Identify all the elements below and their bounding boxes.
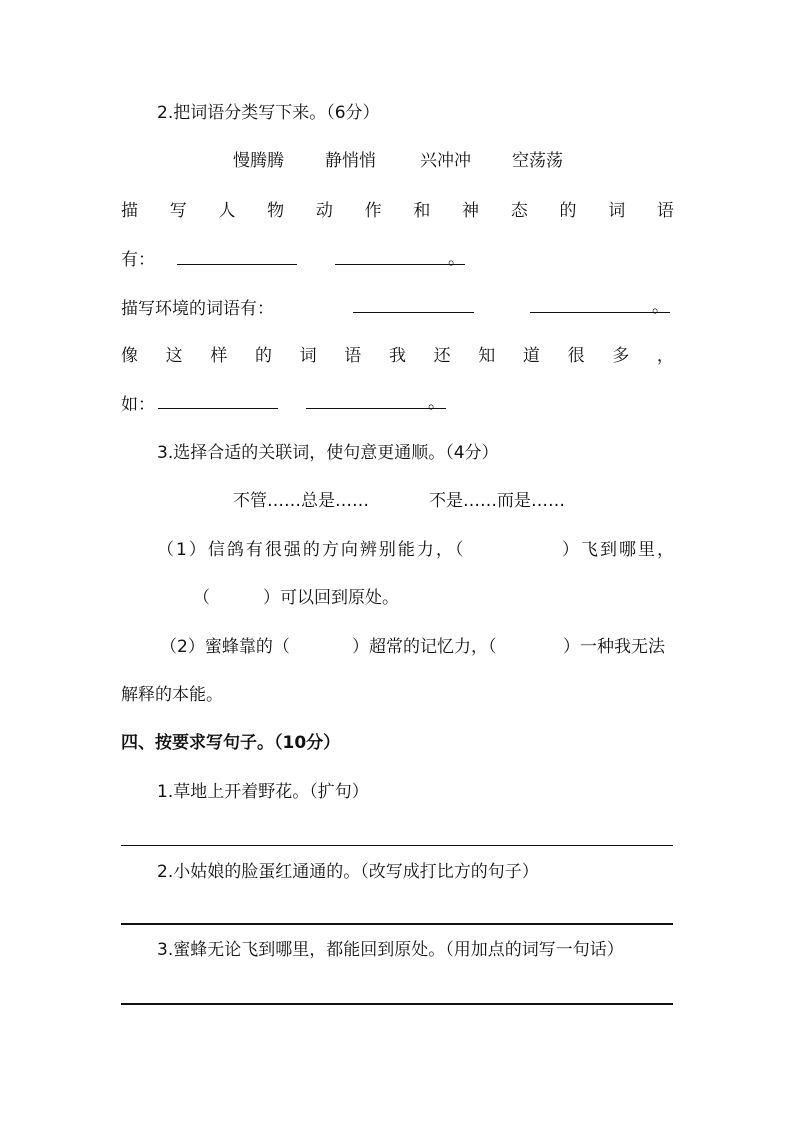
char: 很 [567, 346, 585, 366]
char: 人 [218, 201, 236, 221]
answer-line[interactable] [121, 1003, 673, 1005]
q3-sentence2-part2: ）超常的记忆力，（ [352, 637, 497, 657]
q2-line3-continuation: 如： [121, 395, 155, 415]
section4-item-1: 1.草地上开着野花。（扩句） [157, 782, 369, 802]
char: 词 [608, 201, 626, 221]
char: 多 [612, 346, 630, 366]
q2-line1-continuation: 有： [121, 250, 155, 270]
char: 神 [462, 201, 480, 221]
q2-word-2: 静悄悄 [325, 151, 376, 171]
char: 的 [254, 346, 272, 366]
q3-sentence1-part4: ）可以回到原处。 [263, 588, 399, 608]
q3-option-2: 不是……而是…… [429, 491, 565, 511]
period: 。 [448, 249, 465, 269]
char: ， [656, 346, 674, 366]
q2-title: 2.把词语分类写下来。（6分） [157, 103, 380, 123]
q2-line-more-words [121, 341, 674, 366]
char: 语 [656, 201, 674, 221]
char: 语 [344, 346, 362, 366]
q2-word-1: 慢腾腾 [233, 151, 284, 171]
section4-item-2: 2.小姑娘的脸蛋红通通的。（改写成打比方的句子） [157, 862, 539, 882]
answer-blank[interactable] [353, 312, 474, 313]
char: 样 [210, 346, 228, 366]
section4-heading: 四、按要求写句子。（10分） [121, 733, 341, 753]
section4-item-3: 3.蜜蜂无论飞到哪里，都能回到原处。（用加点的词写一句话） [157, 940, 624, 960]
answer-line[interactable] [121, 845, 673, 846]
char: 物 [267, 201, 285, 221]
char: 态 [510, 201, 528, 221]
char: 动 [315, 201, 333, 221]
char: 像 [121, 346, 138, 366]
q3-option-1: 不管……总是…… [233, 491, 369, 511]
answer-line[interactable] [121, 923, 673, 925]
char: 道 [522, 346, 540, 366]
q3-title: 3.选择合适的关联词，使句意更通顺。（4分） [157, 443, 499, 463]
period: 。 [652, 297, 669, 317]
q3-sentence1-part3: （ [193, 588, 210, 608]
char: 词 [299, 346, 317, 366]
q2-line-character-description [121, 196, 674, 221]
answer-blank[interactable] [158, 408, 278, 409]
q3-sentence2-part3: ）一种我无法 [563, 637, 665, 657]
char: 还 [433, 346, 451, 366]
char: 的 [559, 201, 577, 221]
answer-blank[interactable] [335, 264, 465, 265]
char: 作 [364, 201, 382, 221]
q3-sentence2-part1: （2）蜜蜂靠的（ [160, 637, 290, 657]
answer-blank[interactable] [306, 408, 446, 409]
char: 写 [169, 201, 187, 221]
q2-word-3: 兴冲冲 [420, 151, 471, 171]
char: 我 [388, 346, 406, 366]
answer-blank[interactable] [530, 312, 670, 313]
q3-sentence2-part4: 解释的本能。 [121, 685, 223, 705]
q3-sentence1-part2: ）飞到哪里， [562, 540, 676, 560]
period: 。 [428, 393, 445, 413]
char: 这 [165, 346, 183, 366]
answer-blank[interactable] [177, 264, 297, 265]
q2-word-4: 空荡荡 [512, 151, 563, 171]
char: 和 [413, 201, 431, 221]
char: 知 [478, 346, 496, 366]
q2-environment-label: 描写环境的词语有： [121, 299, 274, 319]
char: 描 [121, 201, 138, 221]
q3-sentence1-part1: （1）信鸽有很强的方向辨别能力，（ [157, 540, 466, 560]
